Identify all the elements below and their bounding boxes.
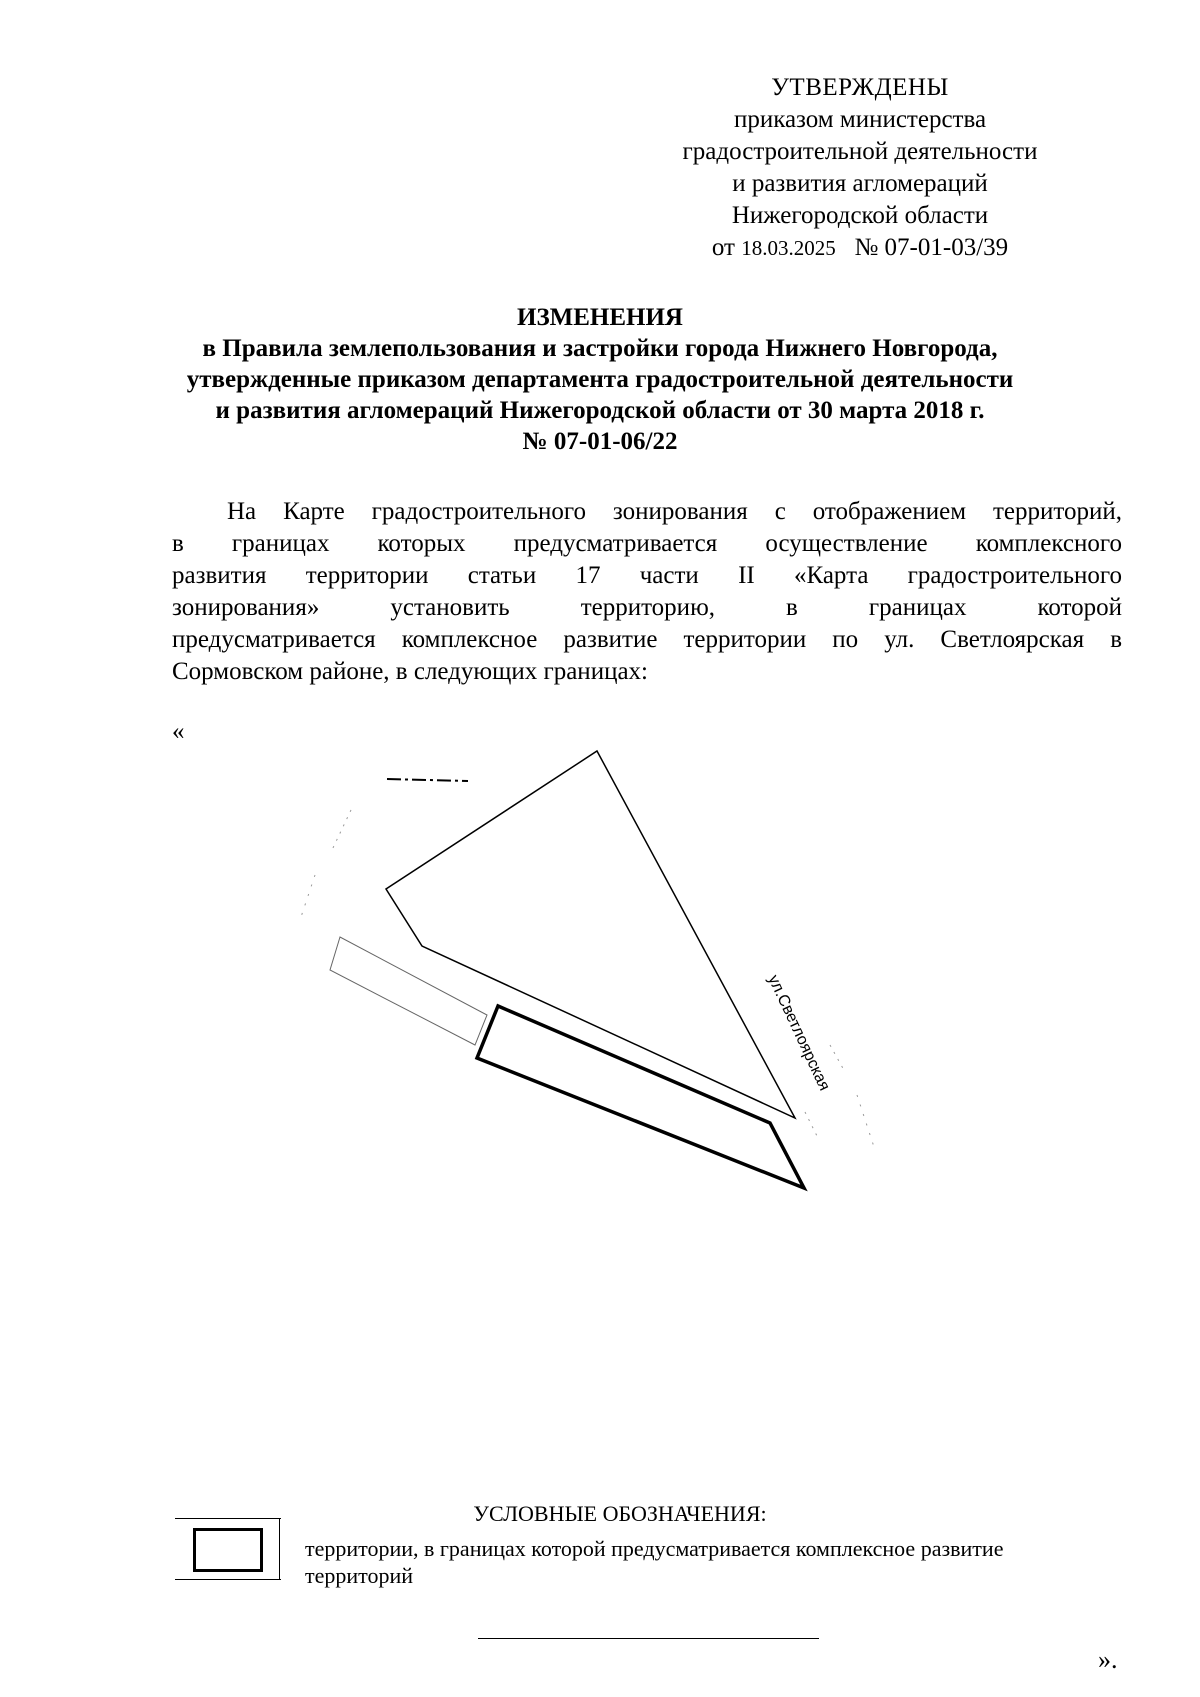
street-label: ул.Светлоярская bbox=[764, 972, 833, 1094]
body-line-4: зонирования» установить территорию, в границах которой bbox=[172, 594, 1122, 621]
body-line-3: развития территории статьи 17 части II «Карта градостроительного bbox=[172, 562, 1122, 589]
body-line-6: Сормовском районе, в следующих границах: bbox=[172, 658, 648, 685]
legend-item-text: территории, в границах которой предусматривается комплексное развитие территорий bbox=[305, 1536, 1004, 1588]
development-territory-outline bbox=[477, 1006, 804, 1188]
approval-heading: УТВЕРЖДЕНЫ bbox=[771, 74, 949, 101]
title-line-1: в Правила землепользования и застройки города Нижнего Новгорода, bbox=[202, 335, 998, 362]
approval-line-4: Нижегородской области bbox=[731, 202, 989, 229]
legend-swatch-side bbox=[279, 1519, 280, 1579]
open-quote: « bbox=[172, 718, 185, 745]
title-heading: ИЗМЕНЕНИЯ bbox=[517, 304, 683, 331]
approval-line-3: и развития агломераций bbox=[732, 170, 988, 197]
order-date: 18.03.2025 bbox=[741, 236, 836, 260]
order-number: № 07-01-03/39 bbox=[854, 234, 1009, 261]
document-title bbox=[100, 302, 1100, 457]
map-faint-lines bbox=[300, 779, 875, 1150]
block-polygon bbox=[386, 751, 795, 1118]
order-line bbox=[640, 232, 1080, 264]
body-line-5: предусматривается комплексное развитие территории по ул. Светлоярская в bbox=[172, 626, 1122, 653]
legend-swatch-box bbox=[193, 1528, 263, 1572]
separator-line bbox=[478, 1638, 819, 1639]
legend-heading: УСЛОВНЫЕ ОБОЗНАЧЕНИЯ: bbox=[473, 1501, 767, 1526]
title-line-2: утвержденные приказом департамента градостроительной деятельности bbox=[186, 366, 1014, 393]
body-line-1: На Карте градостроительного зонирования с отображением территорий, bbox=[227, 498, 1122, 525]
close-quote: ». bbox=[1098, 1645, 1118, 1674]
legend-swatch bbox=[175, 1518, 281, 1580]
title-line-3: и развития агломераций Нижегородской области от 30 марта 2018 г. bbox=[215, 397, 985, 424]
order-prefix: от bbox=[711, 234, 735, 261]
body-paragraph bbox=[172, 496, 1122, 688]
approval-block bbox=[640, 72, 1080, 264]
approval-line-1: приказом министерства bbox=[733, 106, 987, 133]
body-line-2: в границах которых предусматривается осуществление комплексного bbox=[172, 530, 1122, 557]
title-line-4: № 07-01-06/22 bbox=[522, 428, 678, 455]
road-strip bbox=[330, 937, 487, 1045]
approval-line-2: градостроительной деятельности bbox=[682, 138, 1038, 165]
